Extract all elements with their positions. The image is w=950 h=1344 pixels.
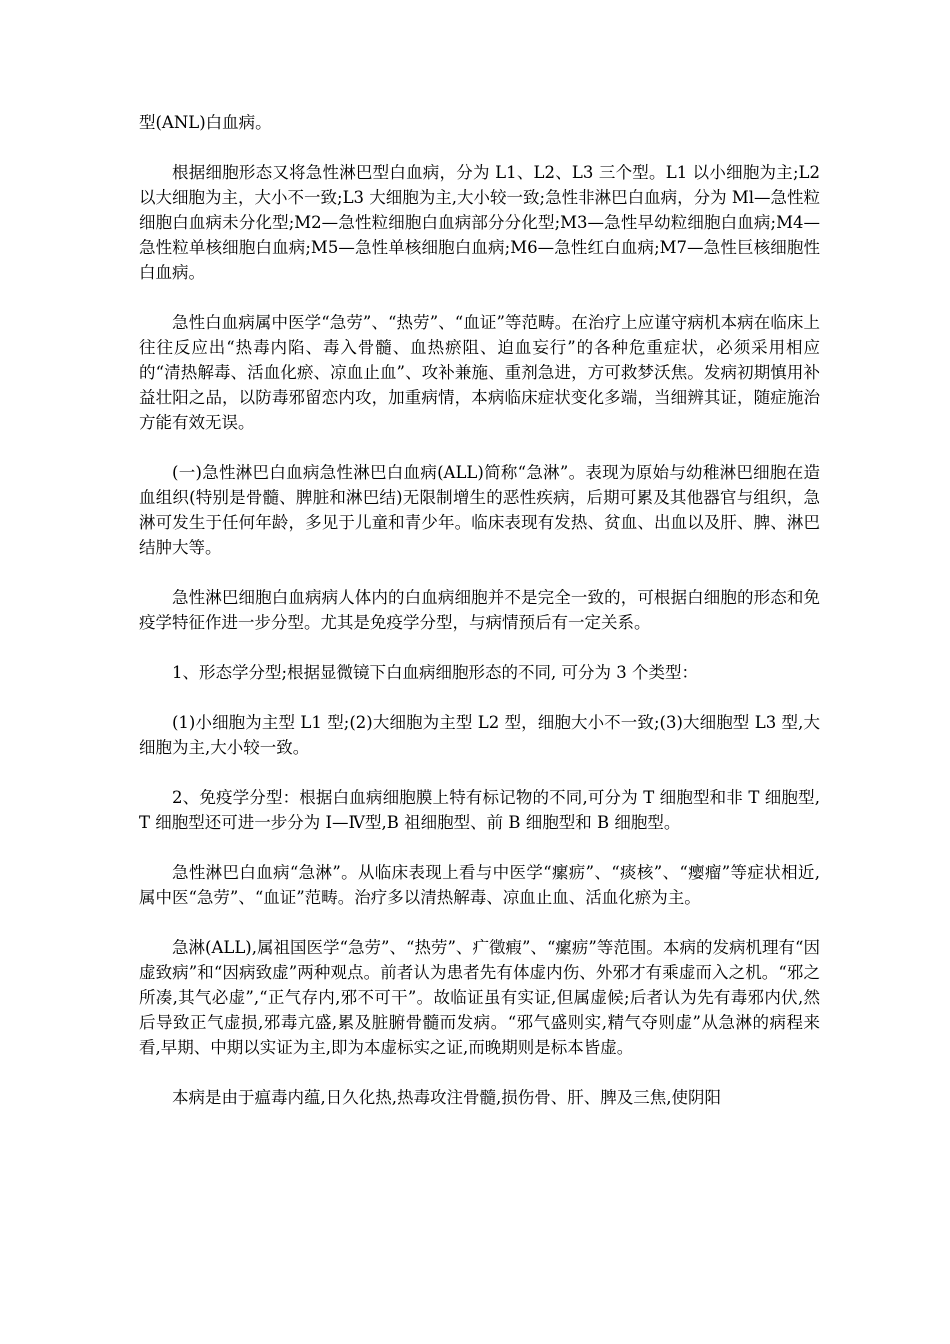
paragraph: 急性淋巴细胞白血病病人体内的白血病细胞并不是完全一致的，可根据白细胞的形态和免疫学特征作进一步分型。尤其是免疫学分型，与病情预后有一定关系。 [139, 588, 820, 632]
paragraph: 本病是由于瘟毒内蕴,日久化热,热毒攻注骨髓,损伤骨、肝、脾及三焦,使阴阳 [172, 1088, 721, 1107]
paragraph: 急性淋巴白血病“急淋”。从临床表现上看与中医学“瘰疬”、“痰核”、“瘿瘤”等症状相近,属中医“急劳”、“血证”范畴。治疗多以清热解毒、凉血止血、活血化瘀为主。 [139, 863, 820, 907]
paragraph: 急性白血病属中医学“急劳”、“热劳”、“血证”等范畴。在治疗上应谨守病机本病在临床上往往反应出“热毒内陷、毒入骨髓、血热瘀阻、迫血妄行”的各种危重症状，必须采用相应的“清热解毒、活血化瘀、凉血止血”、攻补兼施、重剂急进，方可救梦沃焦。发病初期慎用补益壮阳之品，以防毒邪留恋内攻，加重病情，本病临床症状变化多端，当细辨其证，随症施治方能有效无误。 [139, 313, 820, 432]
paragraph: 1、形态学分型;根据显微镜下白血病细胞形态的不同, 可分为 3 个类型： [172, 663, 699, 682]
paragraph: (1)小细胞为主型 L1 型;(2)大细胞为主型 L2 型，细胞大小不一致;(3)大细胞型 L3 型,大细胞为主,大小较一致。 [139, 713, 820, 757]
paragraph: (一)急性淋巴白血病急性淋巴白血病(ALL)简称“急淋”。表现为原始与幼稚淋巴细胞在造血组织(特别是骨髓、脾脏和淋巴结)无限制增生的恶性疾病，后期可累及其他器官与组织，急淋可发生于任何年龄，多见于儿童和青少年。临床表现有发热、贫血、出血以及肝、脾、淋巴结肿大等。 [139, 463, 820, 557]
paragraph: 2、免疫学分型：根据白血病细胞膜上特有标记物的不同,可分为 T 细胞型和非 T 细胞型,T 细胞型还可进一步分为 I—Ⅳ型,B 祖细胞型、前 B 细胞型和 B 细胞型。 [139, 788, 820, 832]
paragraph: 急淋(ALL),属祖国医学“急劳”、“热劳”、疒徵瘕”、“瘰疬”等范围。本病的发病机理有“因虚致病”和“因病致虚”两种观点。前者认为患者先有体虚内伤、外邪才有乘虚而入之机。“邪之所凑,其气必虚”,“正气存内,邪不可干”。故临证虽有实证,但属虚候;后者认为先有毒邪内伏,然后导致正气虚损,邪毒亢盛,累及脏腑骨髓而发病。“邪气盛则实,精气夺则虚”从急淋的病程来看,早期、中期以实证为主,即为本虚标实之证,而晚期则是标本皆虚。 [139, 938, 820, 1057]
document-page [139, 110, 820, 1135]
paragraph: 型(ANL)白血病。 [139, 113, 272, 132]
paragraph: 根据细胞形态又将急性淋巴型白血病，分为 L1、L2、L3 三个型。L1 以小细胞为主;L2 以大细胞为主，大小不一致;L3 大细胞为主,大小较一致;急性非淋巴白血病，分为 Ml—急性粒细胞白血病未分化型;M2—急性粒细胞白血病部分分化型;M3—急性早幼粒细胞白血病;M4—急性粒单核细胞白血病;M5—急性单核细胞白血病;M6—急性红白血病;M7—急性巨核细胞性白血病。 [139, 163, 820, 282]
